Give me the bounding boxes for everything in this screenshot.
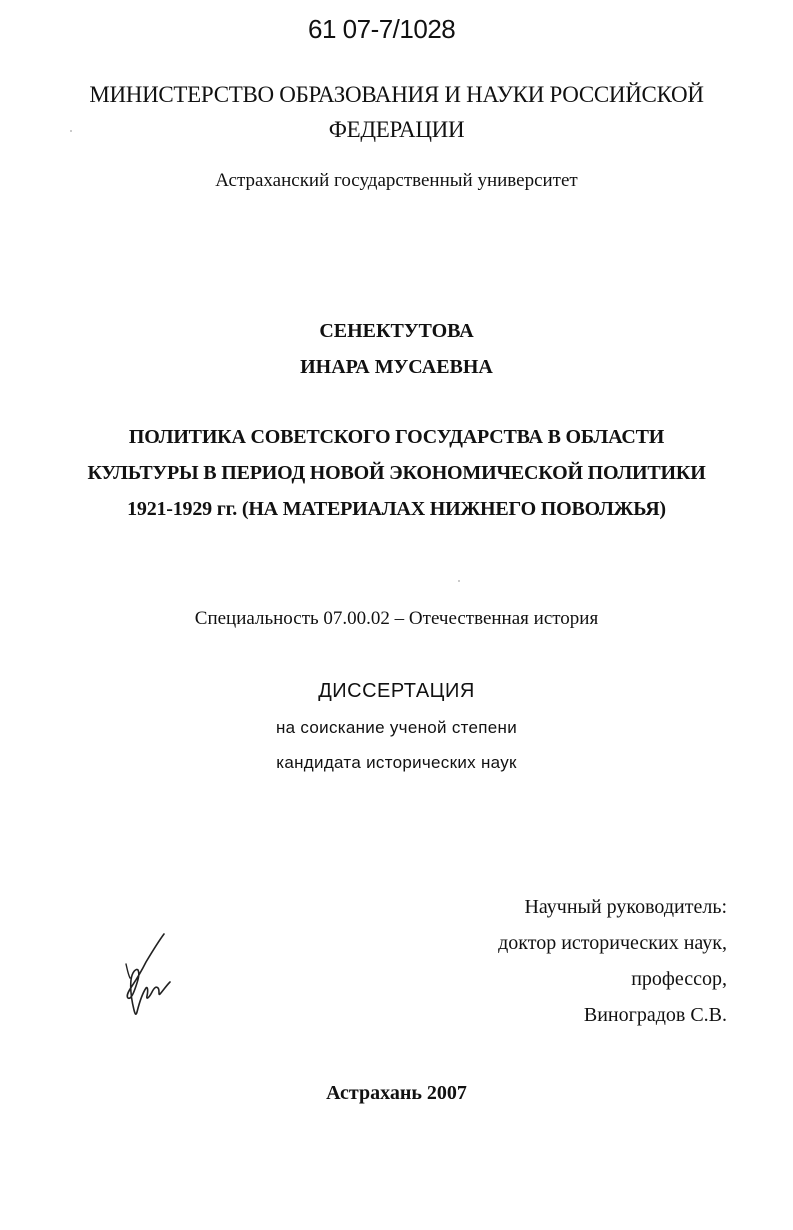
supervisor-label: Научный руководитель: — [524, 896, 727, 918]
university-name: Астраханский государственный университет — [215, 170, 578, 191]
dissertation-degree-line-2: кандидата исторических наук — [276, 753, 517, 772]
thesis-title-line-2: КУЛЬТУРЫ В ПЕРИОД НОВОЙ ЭКОНОМИЧЕСКОЙ ПОЛИТИКИ — [87, 462, 706, 484]
dissertation-degree-line-1: на соискание ученой степени — [275, 718, 518, 737]
archive-code: 61 07-7/1028 — [308, 14, 456, 44]
thesis-title-line-1: ПОЛИТИКА СОВЕТСКОГО ГОСУДАРСТВА В ОБЛАСТИ — [128, 426, 665, 448]
thesis-title-line-3: 1921-1929 гг. (НА МАТЕРИАЛАХ НИЖНЕГО ПОВОЛЖЬЯ) — [127, 498, 666, 520]
supervisor-name: Виноградов С.В. — [583, 1004, 727, 1026]
author-surname: СЕНЕКТУТОВА — [319, 320, 474, 342]
ministry-line-2: ФЕДЕРАЦИИ — [328, 117, 465, 142]
signature-icon — [118, 930, 180, 1020]
specialty: Специальность 07.00.02 – Отечественная история — [194, 608, 599, 629]
dissertation-heading: ДИССЕРТАЦИЯ — [318, 680, 475, 702]
ministry-line-1: МИНИСТЕРСТВО ОБРАЗОВАНИЯ И НАУКИ РОССИЙСКОЙ — [89, 82, 704, 107]
city-year: Астрахань 2007 — [326, 1082, 467, 1104]
supervisor-degree: доктор исторических наук, — [498, 932, 727, 954]
scan-speck — [70, 130, 72, 132]
supervisor-rank: профессор, — [631, 968, 727, 990]
scan-speck — [458, 580, 460, 582]
author-given-names: ИНАРА МУСАЕВНА — [300, 356, 493, 378]
